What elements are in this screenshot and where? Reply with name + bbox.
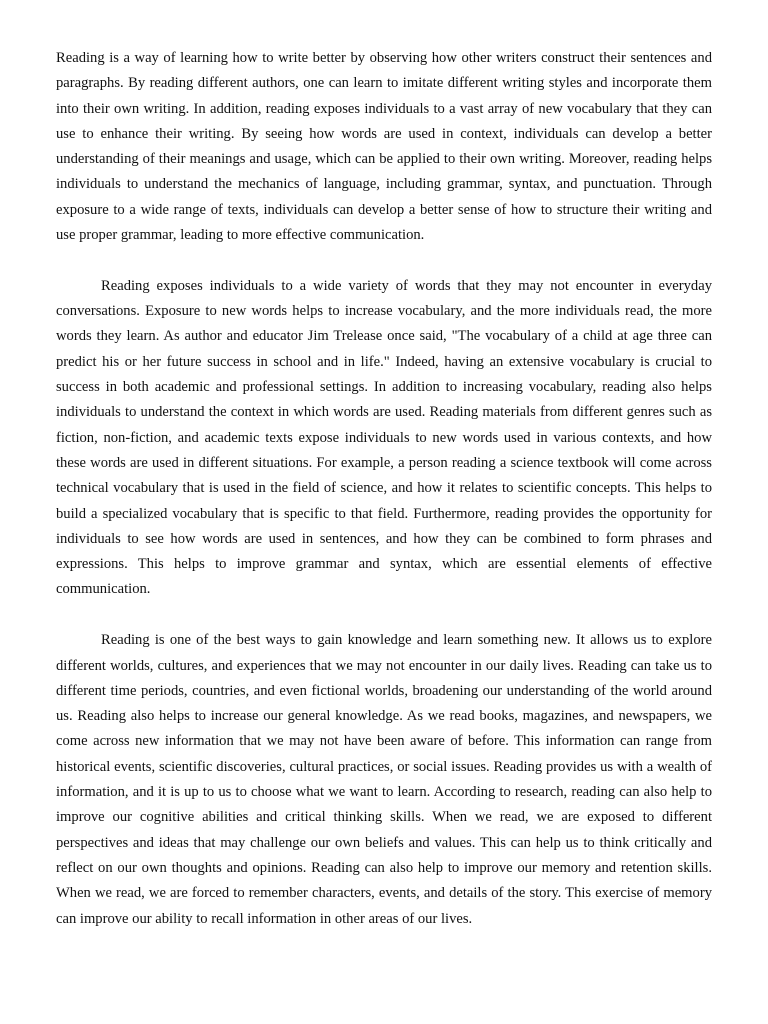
paragraph-vocabulary: Reading exposes individuals to a wide variety of words that they may not encounter in everyday conversations. Exposure to new words helps to increase vocabulary, and the more individuals read, the more words they learn. As author and educator Jim Trelease once said, "The vocabulary of a child at age three can predict his or her future success in school and in life." Indeed, having an extensive vocabulary is crucial to success in both academic and professional settings. In addition to increasing vocabulary, reading also helps individuals to understand the context in which words are used. Reading materials from different genres such as fiction, non-fiction, and academic texts expose individuals to new words used in various contexts, and how these words are used in different situations. For example, a person reading a science textbook will come across technical vocabulary that is used in the field of science, and how it relates to scientific concepts. This helps to build a specialized vocabulary that is specific to that field. Furthermore, reading provides the opportunity for individuals to see how words are used in sentences, and how they can be combined to form phrases and expressions. This helps to improve grammar and syntax, which are essential elements of effective communication. xyxy=(56,277,712,598)
paragraph-knowledge: Reading is one of the best ways to gain knowledge and learn something new. It allows us to explore different worlds, cultures, and experiences that we may not encounter in our daily lives. Reading can take us to different time periods, countries, and even fictional worlds, broadening our understanding of the world around us. Reading also helps to increase our general knowledge. As we read books, magazines, and newspapers, we come across new information that we may not have been aware of before. This information can range from historical events, scientific discoveries, cultural practices, or social issues. Reading provides us with a wealth of information, and it is up to us to choose what we want to learn. According to research, reading can also help to improve our cognitive abilities and critical thinking skills. When we read, we are exposed to different perspectives and ideas that may challenge our own beliefs and values. This can help us to think critically and reflect on our own thoughts and opinions. Reading can also help to improve our memory and retention skills. When we read, we are forced to remember characters, events, and details of the story. This exercise of memory can improve our ability to recall information in other areas of our lives. xyxy=(56,632,712,927)
paragraph-writing: Reading is a way of learning how to write better by observing how other writers construct their sentences and paragraphs. By reading different authors, one can learn to imitate different writing styles and incorporate them into their own writing. In addition, reading exposes individuals to a vast array of new vocabulary that they can use to enhance their writing. By seeing how words are used in context, individuals can develop a better understanding of their meanings and usage, which can be applied to their own writing. Moreover, reading helps individuals to understand the mechanics of language, including grammar, syntax, and punctuation. Through exposure to a wide range of texts, individuals can develop a better sense of how to structure their writing and use proper grammar, leading to more effective communication. xyxy=(56,50,712,244)
document-page xyxy=(56,46,712,957)
